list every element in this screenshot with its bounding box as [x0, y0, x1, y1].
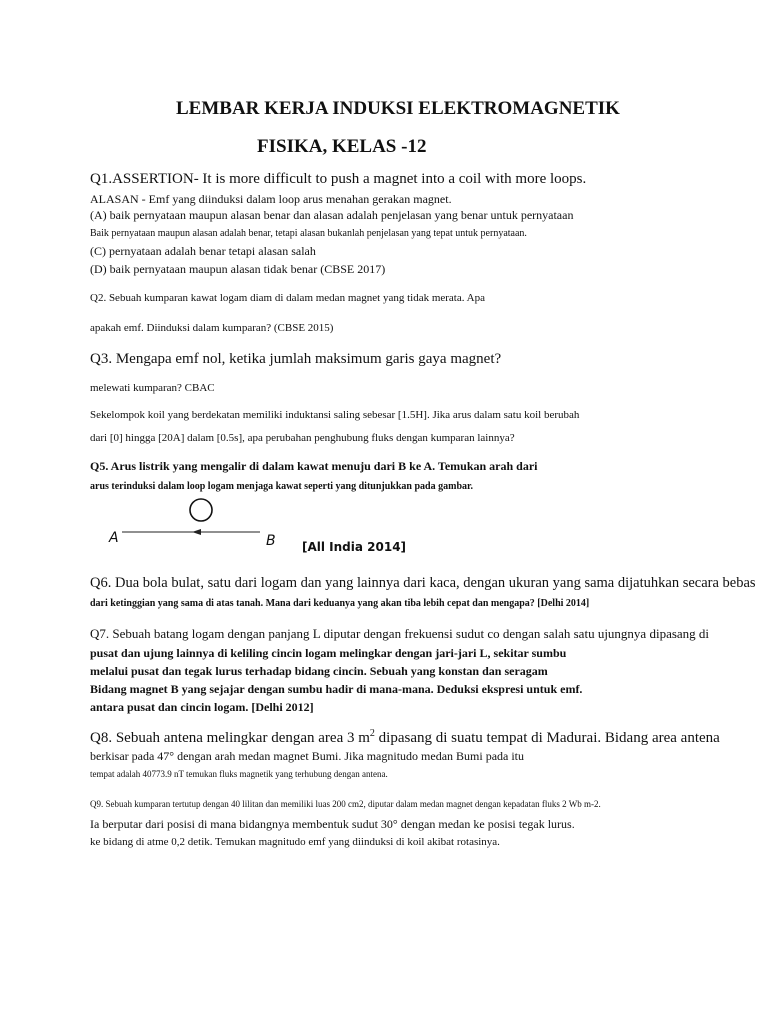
- q9-line-1: Q9. Sebuah kumparan tertutup dengan 40 lilitan dan memiliki luas 200 cm2, diputar dalam medan magnet dengan kepadatan fluks 2 Wb m-2.: [90, 799, 601, 809]
- q9-line-3: ke bidang di atme 0,2 detik. Temukan magnitudo emf yang diinduksi di koil akibat rotasinya.: [90, 836, 500, 848]
- q1-option-b: Baik pernyataan maupun alasan adalah benar, tetapi alasan bukanlah penjelasan yang tepat untuk pernyataan.: [90, 228, 527, 239]
- q8-line-3: tempat adalah 40773.9 nT temukan fluks magnetik yang terhubung dengan antena.: [90, 769, 388, 779]
- q3-line-1: Q3. Mengapa emf nol, ketika jumlah maksimum garis gaya magnet?: [90, 351, 502, 367]
- q8-line-1-end: dipasang di suatu tempat di Madurai. Bidang area antena: [374, 730, 720, 746]
- label-b: B: [266, 533, 276, 549]
- q7-line-2: pusat dan ujung lainnya di keliling cincin logam melingkar dengan jari-jari L, sekitar sumbu: [90, 646, 567, 660]
- q9-line-2: Ia berputar dari posisi di mana bidangnya membentuk sudut 30° dengan medan ke posisi tegak lurus.: [90, 817, 575, 831]
- q5-source: [All India 2014]: [302, 540, 407, 554]
- q8-line-2: berkisar pada 47° dengan arah medan magnet Bumi. Jika magnitudo medan Bumi pada itu: [90, 749, 525, 763]
- q4-line-2: dari [0] hingga [20A] dalam [0.5s], apa perubahan penghubung fluks dengan kumparan lainnya?: [90, 432, 515, 444]
- q6-line-1: Q6. Dua bola bulat, satu dari logam dan yang lainnya dari kaca, dengan ukuran yang sama dijatuhkan secara bebas: [90, 575, 756, 591]
- q4-line-1: Sekelompok koil yang berdekatan memiliki induktansi saling sebesar [1.5H]. Jika arus dalam satu koil berubah: [90, 409, 580, 421]
- q7-line-4: Bidang magnet B yang sejajar dengan sumbu hadir di mana-mana. Deduksi ekspresi untuk emf.: [90, 682, 583, 696]
- label-a: A: [109, 530, 119, 546]
- q1-heading: Q1.ASSERTION- It is more difficult to push a magnet into a coil with more loops.: [90, 171, 587, 187]
- q1-option-d: (D) baik pernyataan maupun alasan tidak benar (CBSE 2017): [90, 262, 386, 276]
- q7-line-1: Q7. Sebuah batang logam dengan panjang L diputar dengan frekuensi sudut co dengan salah satu ujungnya dipasang di: [90, 626, 710, 641]
- q5-line-2: arus terinduksi dalam loop logam menjaga kawat seperti yang ditunjukkan pada gambar.: [90, 481, 474, 492]
- worksheet-subtitle: FISIKA, KELAS -12: [257, 136, 427, 157]
- q1-option-a: (A) baik pernyataan maupun alasan benar dan alasan adalah penjelasan yang benar untuk pernyataan: [90, 208, 574, 222]
- q7-line-3: melalui pusat dan tegak lurus terhadap bidang cincin. Sebuah yang konstan dan seragam: [90, 664, 548, 678]
- q1-reason: ALASAN - Emf yang diinduksi dalam loop arus menahan gerakan magnet.: [90, 192, 452, 206]
- metal-loop: [190, 499, 212, 521]
- q7-line-5: antara pusat dan cincin logam. [Delhi 2012]: [90, 700, 314, 714]
- q5-line-1: Q5. Arus listrik yang mengalir di dalam kawat menuju dari B ke A. Temukan arah dari: [90, 459, 538, 473]
- q8-line-1-start: Q8. Sebuah antena melingkar dengan area 3 m: [90, 730, 370, 746]
- current-arrow-icon: [192, 529, 201, 535]
- q1-option-c: (C) pernyataan adalah benar tetapi alasan salah: [90, 244, 316, 258]
- q8-line-1: [90, 728, 720, 747]
- q2-line-1: Q2. Sebuah kumparan kawat logam diam di dalam medan magnet yang tidak merata. Apa: [90, 292, 485, 304]
- q3-line-2: melewati kumparan? CBAC: [90, 382, 215, 394]
- worksheet-title: LEMBAR KERJA INDUKSI ELEKTROMAGNETIK: [176, 98, 620, 119]
- q2-line-2: apakah emf. Diinduksi dalam kumparan? (CBSE 2015): [90, 322, 334, 334]
- q6-line-2: dari ketinggian yang sama di atas tanah. Mana dari keduanya yang akan tiba lebih cepat dan mengapa? [Delhi 2014]: [90, 598, 590, 609]
- q8-superscript: 2: [369, 728, 375, 739]
